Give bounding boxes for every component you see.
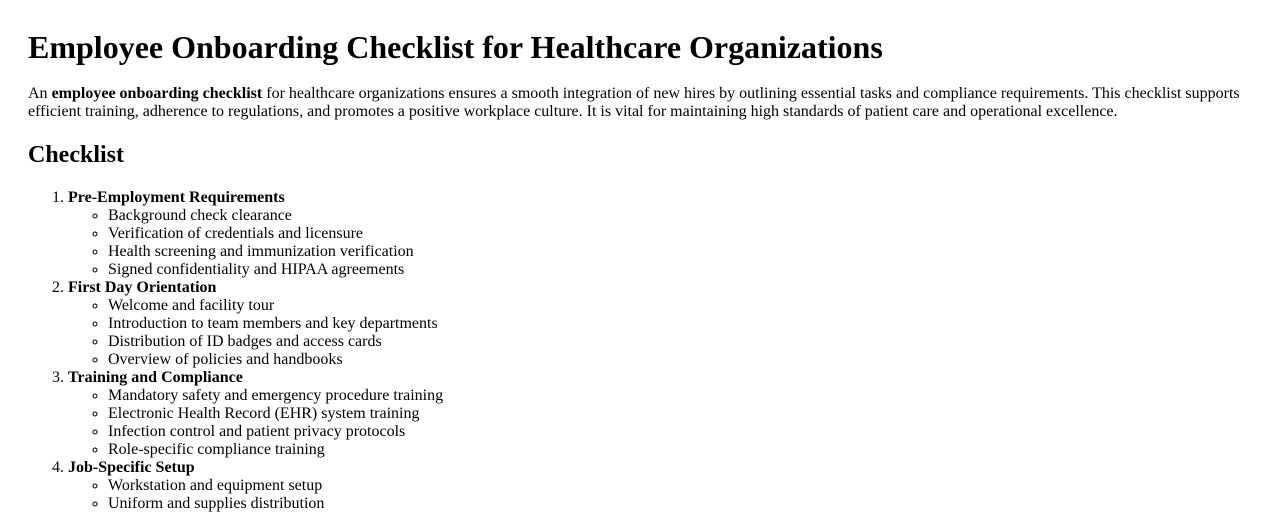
list-item: ◦ Signed confidentiality and HIPAA agreements bbox=[108, 261, 1250, 279]
list-item: ◦ Distribution of ID badges and access cards bbox=[108, 333, 1250, 351]
list-item: ◦ Electronic Health Record (EHR) system training bbox=[108, 405, 1250, 423]
list-item: ◦ Verification of credentials and licensure bbox=[108, 225, 1250, 243]
checklist-heading: Checklist bbox=[28, 142, 124, 168]
list-item: ◦ Background check clearance bbox=[108, 207, 1250, 225]
section-title: Training and Compliance bbox=[68, 369, 243, 386]
intro-text-rest: for healthcare organizations ensures a smooth integration of new hires by outlining essential tasks and compliance requirements. This checklist supports efficient training, adherence to regulations, and promotes a positive workplace culture. It is vital for maintaining high standards of patient care and operational excellence. bbox=[28, 85, 1240, 120]
intro-text: An bbox=[28, 85, 52, 102]
section-items bbox=[68, 387, 1250, 459]
section-items bbox=[68, 297, 1250, 369]
list-item: ◦ Role-specific compliance training bbox=[108, 441, 1250, 459]
checklist-section bbox=[68, 189, 1250, 279]
section-items bbox=[68, 207, 1250, 279]
section-title: First Day Orientation bbox=[68, 279, 217, 296]
list-item: ◦ Workstation and equipment setup bbox=[108, 477, 1250, 495]
list-item: ◦ Introduction to team members and key departments bbox=[108, 315, 1250, 333]
intro-paragraph bbox=[28, 85, 1250, 121]
list-item: ◦ Welcome and facility tour bbox=[108, 297, 1250, 315]
list-item: ◦ Infection control and patient privacy protocols bbox=[108, 423, 1250, 441]
list-item: ◦ Uniform and supplies distribution bbox=[108, 495, 1250, 513]
intro-bold: employee onboarding checklist bbox=[51, 85, 263, 102]
list-item: ◦ Overview of policies and handbooks bbox=[108, 351, 1250, 369]
checklist-section bbox=[68, 459, 1250, 513]
section-title: Job-Specific Setup bbox=[68, 459, 195, 476]
document bbox=[0, 29, 1278, 513]
list-item: ◦ Health screening and immunization verification bbox=[108, 243, 1250, 261]
section-title: Pre-Employment Requirements bbox=[68, 189, 285, 206]
list-item: ◦ Mandatory safety and emergency procedure training bbox=[108, 387, 1250, 405]
checklist-section bbox=[68, 279, 1250, 369]
page-title: Employee Onboarding Checklist for Healthcare Organizations bbox=[28, 29, 883, 65]
section-items bbox=[68, 477, 1250, 513]
checklist bbox=[28, 189, 1250, 513]
checklist-section bbox=[68, 369, 1250, 459]
